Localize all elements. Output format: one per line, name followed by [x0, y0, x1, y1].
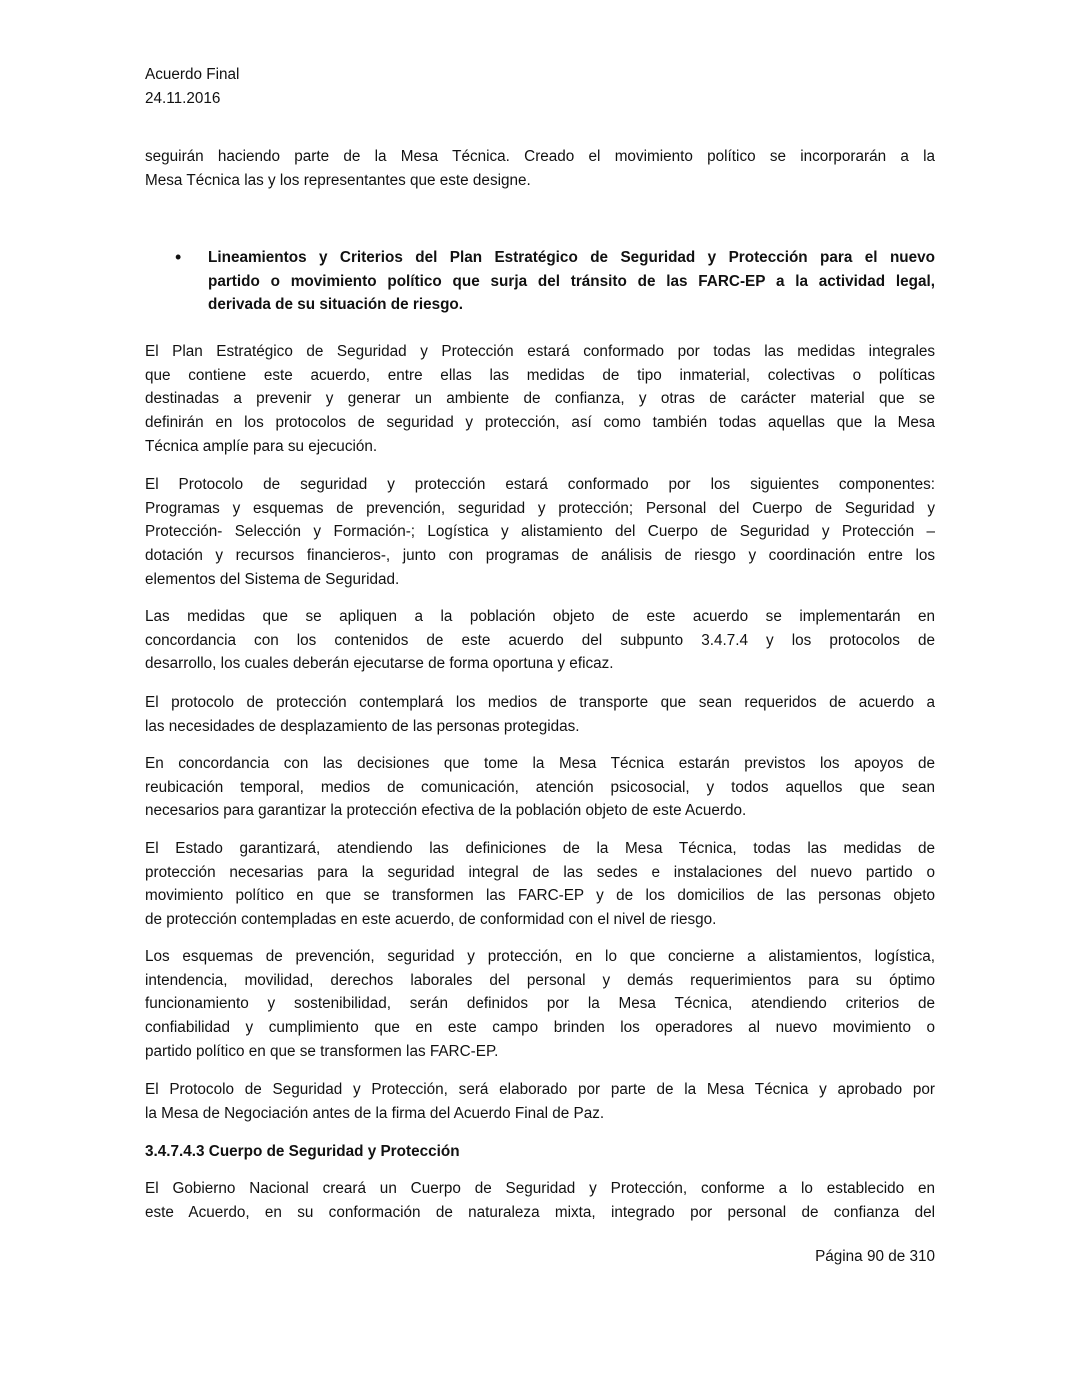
paragraph: [145, 837, 935, 932]
text-line: que contiene este acuerdo, entre ellas las medidas de tipo inmaterial, colectivas o políticas: [145, 366, 935, 384]
paragraph: [145, 945, 935, 1063]
paragraph: [145, 1177, 935, 1224]
text-line: la Mesa de Negociación antes de la firma del Acuerdo Final de Paz.: [145, 1104, 605, 1122]
paragraph: [145, 605, 935, 676]
text-line: desarrollo, los cuales deberán ejecutarse de forma oportuna y eficaz.: [145, 655, 614, 673]
text-line: El Gobierno Nacional creará un Cuerpo de Seguridad y Protección, conforme a lo establecido en: [145, 1180, 935, 1197]
text-line: El Protocolo de Seguridad y Protección, será elaborado por parte de la Mesa Técnica y aprobado por: [145, 1081, 935, 1098]
text-line: de protección contempladas en este acuerdo, de conformidad con el nivel de riesgo.: [145, 911, 717, 929]
text-line: intendencia, movilidad, derechos laborales del personal y demás requerimientos para su óptimo: [145, 971, 935, 989]
text-line: destinadas a prevenir y generar un ambiente de confianza, y otras de carácter material que se: [145, 390, 935, 408]
text-line: movimiento político en que se transformen las FARC-EP y de los domicilios de las personas objeto: [145, 887, 935, 905]
bullet-heading: [208, 246, 935, 317]
text-line: partido o movimiento político que surja del tránsito de las FARC-EP a la actividad legal,: [208, 272, 935, 290]
text-line: partido político en que se transformen las FARC-EP.: [145, 1042, 499, 1060]
section-heading: 3.4.7.4.3 Cuerpo de Seguridad y Protección: [145, 1143, 460, 1160]
text-line: elementos del Sistema de Seguridad.: [145, 570, 400, 588]
paragraph: [145, 340, 935, 458]
text-line: En concordancia con las decisiones que tome la Mesa Técnica estarán previstos los apoyos de: [145, 755, 935, 772]
paragraph: [145, 1078, 935, 1125]
page-header: [145, 63, 935, 110]
text-line: seguirán haciendo parte de la Mesa Técnica. Creado el movimiento político se incorporarán a la: [145, 148, 935, 165]
text-line: derivada de su situación de riesgo.: [208, 296, 464, 314]
text-line: El Estado garantizará, atendiendo las definiciones de la Mesa Técnica, todas las medidas de: [145, 840, 935, 857]
text-line: confiabilidad y cumplimiento que en este campo brinden los operadores al nuevo movimiento o: [145, 1019, 935, 1037]
text-line: Programas y esquemas de prevención, seguridad y protección; Personal del Cuerpo de Seguridad y: [145, 499, 935, 517]
text-line: Protección- Selección y Formación-; Logística y alistamiento del Cuerpo de Seguridad y Protección –: [145, 523, 935, 541]
text-line: las necesidades de desplazamiento de las personas protegidas.: [145, 717, 580, 735]
text-line: protección necesarias para la seguridad integral de las sedes e instalaciones del nuevo partido o: [145, 863, 935, 881]
paragraph: [145, 145, 935, 192]
paragraph: [145, 691, 935, 738]
page-number: Página 90 de 310: [815, 1248, 935, 1265]
text-line: definirán en los protocolos de seguridad y protección, así como también todas aquellas que la Mesa: [145, 414, 935, 432]
text-line: este Acuerdo, en su conformación de naturaleza mixta, integrado por personal de confianza del: [145, 1203, 935, 1221]
text-line: El Protocolo de seguridad y protección estará conformado por los siguientes componentes:: [145, 476, 935, 493]
document-date: 24.11.2016: [145, 89, 221, 107]
text-line: El protocolo de protección contemplará los medios de transporte que sean requeridos de acuerdo a: [145, 694, 935, 711]
text-line: funcionamiento y sostenibilidad, serán definidos por la Mesa Técnica, atendiendo criterios de: [145, 995, 935, 1013]
text-line: El Plan Estratégico de Seguridad y Protección estará conformado por todas las medidas integrales: [145, 343, 935, 360]
text-line: Mesa Técnica las y los representantes que este designe.: [145, 171, 531, 189]
document-title: Acuerdo Final: [145, 66, 240, 83]
text-line: Lineamientos y Criterios del Plan Estratégico de Seguridad y Protección para el nuevo: [208, 249, 935, 266]
text-line: Técnica amplíe para su ejecución.: [145, 437, 378, 455]
paragraph: [145, 473, 935, 591]
text-line: dotación y recursos financieros-, junto con programas de análisis de riesgo y coordinación entre los: [145, 547, 935, 565]
text-line: concordancia con los contenidos de este acuerdo del subpunto 3.4.7.4 y los protocolos de: [145, 631, 935, 649]
paragraph: [145, 752, 935, 823]
text-line: reubicación temporal, medios de comunicación, atención psicosocial, y todos aquellos que sean: [145, 778, 935, 796]
text-line: Los esquemas de prevención, seguridad y protección, en lo que concierne a alistamientos, logística,: [145, 948, 935, 965]
text-line: Las medidas que se apliquen a la población objeto de este acuerdo se implementarán en: [145, 608, 935, 625]
text-line: necesarios para garantizar la protección efectiva de la población objeto de este Acuerdo.: [145, 802, 747, 820]
bullet-icon: •: [175, 247, 182, 267]
